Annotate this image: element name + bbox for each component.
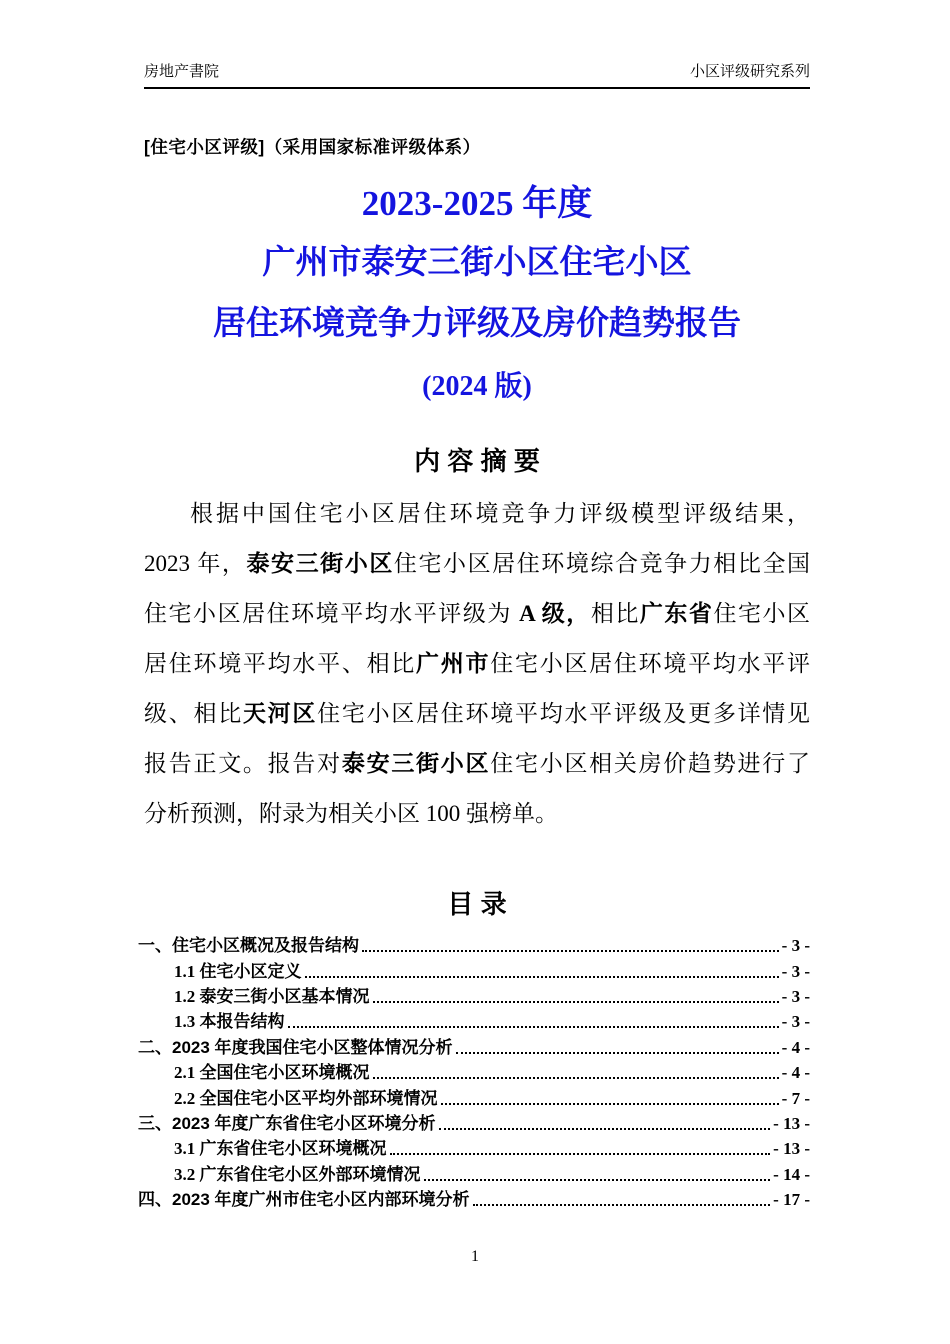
- toc-dot-leader: [473, 1204, 771, 1206]
- toc-entry-label: 2.1 全国住宅小区环境概况: [174, 1063, 370, 1083]
- summary-bold-text: 泰安三街小区: [341, 750, 491, 776]
- toc-entry-label: 四、2023 年度广州市住宅小区内部环境分析: [138, 1190, 470, 1210]
- title-community-name: 广州市泰安三街小区住宅小区: [262, 245, 692, 281]
- summary-line: [144, 589, 810, 639]
- toc-dot-leader: [373, 1077, 779, 1079]
- summary-text: 住宅小区居住环境平均水平评级及更多详情见: [317, 700, 811, 726]
- toc-entry-page: - 4 -: [781, 1063, 810, 1083]
- header-series-right: 小区评级研究系列: [689, 63, 810, 80]
- toc-dot-leader: [456, 1052, 779, 1054]
- toc-entry: [138, 1186, 810, 1211]
- table-of-contents: [138, 932, 810, 1211]
- summary-text: 住宅小区相关房价趋势进行了: [490, 750, 811, 776]
- toc-dot-leader: [305, 976, 779, 978]
- toc-entry-page: - 3 -: [781, 986, 810, 1006]
- toc-heading: 目 录: [447, 888, 507, 919]
- summary-bold-text: 广东省: [639, 600, 714, 626]
- toc-dot-leader: [373, 1001, 779, 1003]
- summary-heading: 内 容 摘 要: [414, 445, 540, 476]
- toc-entry-page: - 17 -: [773, 1190, 810, 1210]
- toc-entry: [138, 1110, 810, 1135]
- toc-dot-leader: [424, 1179, 771, 1181]
- toc-dot-leader: [288, 1026, 779, 1028]
- toc-entry-label: 3.2 广东省住宅小区外部环境情况: [174, 1164, 421, 1184]
- summary-text: 分析预测，附录为相关小区 100 强榜单。: [144, 800, 558, 826]
- summary-line: [144, 639, 810, 689]
- toc-entry-label: 三、2023 年度广东省住宅小区环境分析: [138, 1113, 436, 1133]
- toc-entry-label: 2.2 全国住宅小区平均外部环境情况: [174, 1088, 438, 1108]
- cover-title-block: [144, 183, 810, 404]
- summary-text: 级、相比: [144, 700, 243, 726]
- summary-text: 相比: [590, 600, 640, 626]
- title-edition: (2024 版): [422, 371, 532, 403]
- toc-entry-page: - 13 -: [773, 1139, 810, 1159]
- title-year-range: 2023-2025 年度: [361, 184, 593, 223]
- summary-text: 住宅小区居住环境平均水平评级为: [144, 600, 520, 626]
- summary-line: [144, 739, 810, 789]
- toc-entry: [138, 983, 810, 1008]
- summary-line: [144, 489, 810, 539]
- summary-line: [144, 539, 810, 589]
- header-brand-left: 房地产書院: [144, 63, 220, 80]
- toc-entry-page: - 3 -: [781, 1012, 810, 1032]
- toc-entry: [138, 932, 810, 957]
- summary-bold-text: 天河区: [242, 700, 318, 726]
- summary-text: 住宅小区居住环境综合竞争力相比全国: [393, 550, 811, 576]
- toc-dot-leader: [441, 1103, 779, 1105]
- toc-entry: [138, 957, 810, 982]
- summary-text: 居住环境平均水平、相比: [144, 650, 417, 676]
- page-number: 1: [471, 1248, 479, 1265]
- toc-entry: [138, 1033, 810, 1058]
- header-rule: [144, 87, 810, 89]
- toc-entry-label: 3.1 广东省住宅小区环境概况: [174, 1139, 387, 1159]
- toc-dot-leader: [362, 950, 779, 952]
- summary-text: 根据中国住宅小区居住环境竞争力评级模型评级结果，: [190, 500, 810, 526]
- title-report-type: 居住环境竞争力评级及房价趋势报告: [213, 305, 741, 342]
- toc-entry-page: - 4 -: [781, 1037, 810, 1057]
- toc-entry: [138, 1008, 810, 1033]
- toc-entry-page: - 13 -: [773, 1113, 810, 1133]
- rating-system-note: [住宅小区评级]（采用国家标准评级体系）: [144, 137, 481, 157]
- summary-line: [144, 789, 810, 839]
- summary-line: [144, 689, 810, 739]
- toc-entry-label: 1.1 住宅小区定义: [174, 961, 302, 981]
- summary-text: 2023 年，: [144, 550, 247, 576]
- toc-entry: [138, 1160, 810, 1185]
- toc-entry-label: 1.3 本报告结构: [174, 1012, 285, 1032]
- summary-bold-text: A 级，: [519, 600, 591, 626]
- summary-text: 住宅小区: [713, 600, 811, 626]
- toc-dot-leader: [390, 1153, 771, 1155]
- summary-bold-text: 广州市: [416, 650, 491, 676]
- summary-text: 住宅小区居住环境平均水平评: [490, 650, 811, 676]
- toc-entry: [138, 1135, 810, 1160]
- toc-entry-page: - 3 -: [781, 961, 810, 981]
- summary-text: 报告正文。报告对: [144, 750, 342, 776]
- toc-entry-page: - 7 -: [781, 1088, 810, 1108]
- summary-bold-text: 泰安三街小区: [246, 550, 394, 576]
- toc-entry-label: 二、2023 年度我国住宅小区整体情况分析: [138, 1037, 453, 1057]
- summary-paragraph: [144, 489, 810, 839]
- page-header: [144, 62, 810, 82]
- toc-entry-label: 1.2 泰安三街小区基本情况: [174, 986, 370, 1006]
- toc-dot-leader: [439, 1128, 771, 1130]
- toc-entry-page: - 3 -: [781, 936, 810, 956]
- toc-entry-page: - 14 -: [773, 1164, 810, 1184]
- toc-entry: [138, 1084, 810, 1109]
- toc-entry-label: 一、住宅小区概况及报告结构: [138, 936, 359, 956]
- toc-entry: [138, 1059, 810, 1084]
